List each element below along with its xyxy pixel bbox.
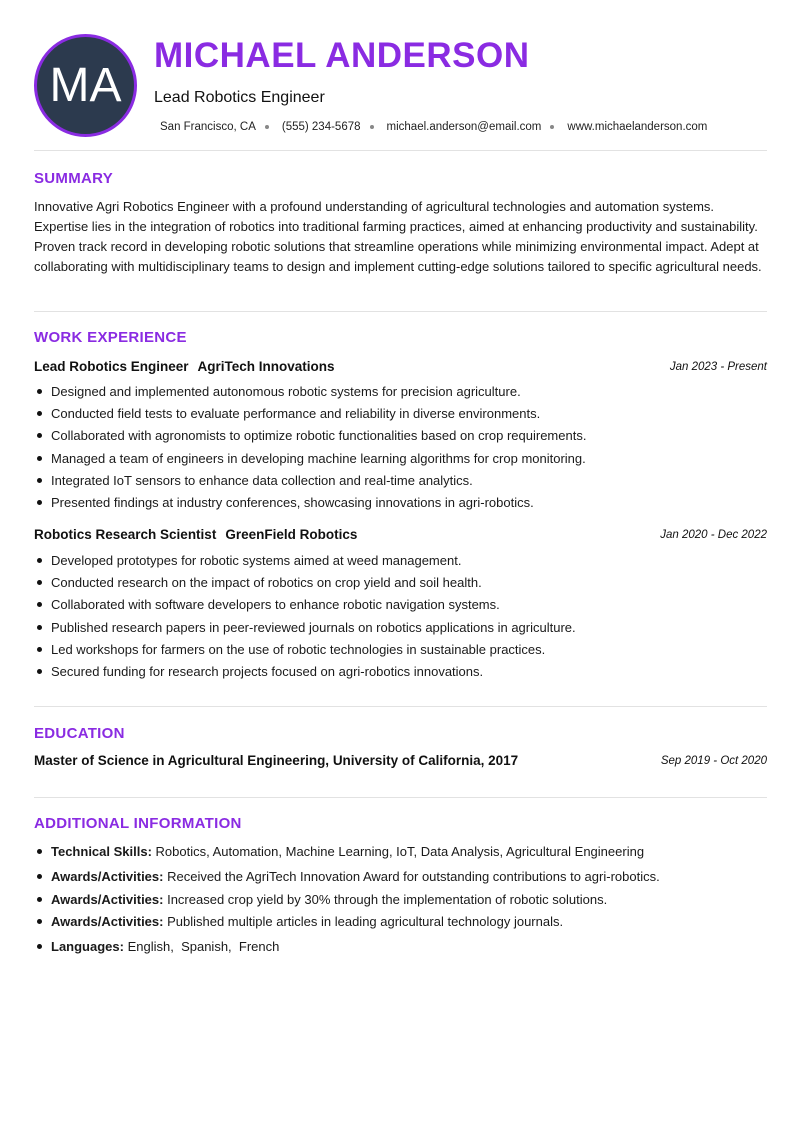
- list-item: [34, 891, 660, 914]
- avatar: [34, 34, 137, 137]
- additional-info-list: [34, 843, 660, 960]
- divider: [34, 311, 767, 312]
- list-item: Designed and implemented autonomous robotic systems for precision agriculture.: [34, 383, 586, 405]
- separator-dot: [550, 125, 554, 129]
- job-company: AgriTech Innovations: [197, 359, 335, 374]
- summary-heading: SUMMARY: [34, 170, 114, 187]
- list-item: Conducted field tests to evaluate performance and reliability in diverse environments.: [34, 405, 586, 427]
- resume-header: [34, 34, 767, 138]
- job-company: GreenField Robotics: [225, 527, 358, 542]
- info-text: Published multiple articles in leading agricultural technology journals.: [167, 914, 564, 929]
- education-dates: Sep 2019 - Oct 2020: [660, 755, 767, 767]
- list-item: Secured funding for research projects focused on agri-robotics innovations.: [34, 663, 576, 685]
- job-title: [34, 527, 357, 542]
- separator-dot: [265, 125, 269, 129]
- education-degree: Master of Science in Agricultural Engineering, University of California, 2017: [34, 753, 519, 768]
- job-dates: Jan 2023 - Present: [669, 361, 767, 373]
- info-text: English, Spanish, French: [127, 939, 280, 954]
- list-item: Integrated IoT sensors to enhance data collection and real-time analytics.: [34, 472, 586, 494]
- info-label: Awards/Activities:: [51, 914, 164, 929]
- work-experience-heading: WORK EXPERIENCE: [34, 329, 187, 346]
- job-bullet-list: [34, 552, 576, 685]
- info-text: Robotics, Automation, Machine Learning, IoT, Data Analysis, Agricultural Engineering: [155, 844, 645, 859]
- list-item: Managed a team of engineers in developing machine learning algorithms for crop monitoring.: [34, 450, 586, 472]
- list-item: Led workshops for farmers on the use of robotic technologies in sustainable practices.: [34, 641, 576, 663]
- list-item: [34, 868, 660, 891]
- contact-website[interactable]: www.michaelanderson.com: [567, 121, 708, 133]
- contact-email[interactable]: michael.anderson@email.com: [386, 121, 542, 133]
- education-heading: EDUCATION: [34, 725, 125, 742]
- info-label: Technical Skills:: [51, 844, 152, 859]
- avatar-initials: MA: [49, 59, 122, 112]
- list-item: Collaborated with software developers to enhance robotic navigation systems.: [34, 596, 576, 618]
- list-item: Published research papers in peer-reviewed journals on robotics applications in agriculture.: [34, 619, 576, 641]
- info-text: Received the AgriTech Innovation Award for outstanding contributions to agri-robotics.: [167, 869, 660, 884]
- info-label: Languages:: [51, 939, 124, 954]
- info-label: Awards/Activities:: [51, 869, 164, 884]
- job-title: [34, 359, 335, 374]
- info-label: Awards/Activities:: [51, 891, 164, 907]
- candidate-name: MICHAEL ANDERSON: [154, 36, 530, 75]
- additional-info-heading: ADDITIONAL INFORMATION: [34, 815, 242, 832]
- list-item: [34, 843, 660, 868]
- list-item: [34, 913, 660, 938]
- list-item: Presented findings at industry conferences, showcasing innovations in agri-robotics.: [34, 494, 586, 516]
- divider: [34, 797, 767, 798]
- job-position: Robotics Research Scientist: [34, 527, 217, 542]
- job-bullet-list: [34, 383, 586, 516]
- separator-dot: [370, 125, 374, 129]
- summary-text: Innovative Agri Robotics Engineer with a profound understanding of agricultural technologies and automation systems. Expertise lies in the integration of robotics into traditional farming practices, aimed at enhancing productivity and sustainability. Proven track record in developing robotic solutions that streamline operations while minimizing environmental impact. Adept at collaborating with multidisciplinary teams to design and implement cutting-edge solutions tailored to specific agricultural needs.: [34, 199, 762, 274]
- list-item: Collaborated with agronomists to optimize robotic functionalities based on crop requirements.: [34, 427, 586, 449]
- divider: [34, 150, 767, 151]
- list-item: Developed prototypes for robotic systems aimed at weed management.: [34, 552, 576, 574]
- contact-phone: (555) 234-5678: [281, 121, 361, 133]
- contact-line: [160, 121, 707, 133]
- candidate-role: Lead Robotics Engineer: [154, 89, 325, 106]
- job-position: Lead Robotics Engineer: [34, 359, 189, 374]
- job-dates: Jan 2020 - Dec 2022: [660, 529, 767, 541]
- contact-location: San Francisco, CA: [160, 121, 256, 133]
- info-text: Increased crop yield by 30% through the implementation of robotic solutions.: [167, 891, 608, 907]
- list-item: [34, 938, 660, 960]
- list-item: Conducted research on the impact of robotics on crop yield and soil health.: [34, 574, 576, 596]
- divider: [34, 706, 767, 707]
